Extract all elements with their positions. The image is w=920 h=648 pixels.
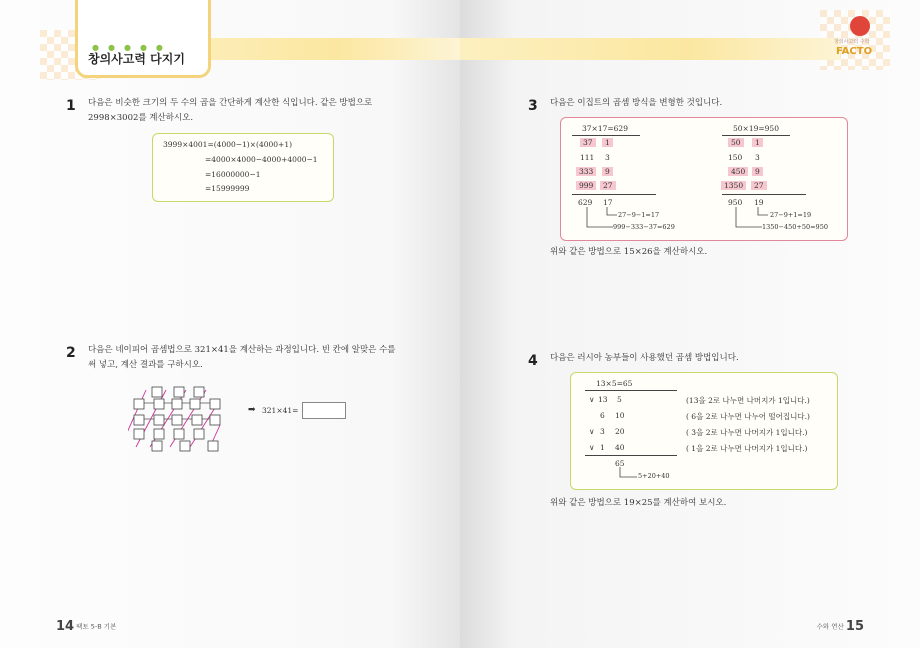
title-dots: ●●●●●	[92, 43, 172, 52]
page-title: 창의사고력 다지기	[88, 52, 185, 66]
cell: 40	[615, 443, 625, 452]
note: 27−9+1=19	[770, 211, 812, 219]
cell: 999	[576, 181, 596, 190]
question-text: 위와 같은 방법으로 19×25를 계산하여 보시오.	[550, 498, 727, 508]
footer-text: 팩토 5-B 기본	[76, 622, 117, 631]
question-text: 다음은 러시아 농부들이 사용했던 곱셈 방법입니다.	[550, 353, 739, 363]
page-number: 14	[56, 619, 75, 634]
result-label: 321×41=	[262, 406, 299, 415]
question-line: 써 넣고, 계산 결과를 구하시오.	[88, 360, 203, 370]
total: 629	[578, 198, 593, 207]
total: 17	[603, 198, 613, 207]
question-text	[88, 96, 372, 126]
cell: 37	[580, 138, 596, 147]
cell: 9	[752, 167, 763, 176]
equation-line: 3999×4001=(4000−1)×(4000+1)	[163, 140, 293, 149]
cell: 1350	[721, 181, 746, 190]
question-line: 2998×3002를 계산하시오.	[88, 113, 194, 123]
question-line: 다음은 비슷한 크기의 두 수의 곱을 간단하게 계산한 식입니다. 같은 방법으로	[88, 98, 373, 108]
cell: 3	[755, 153, 760, 162]
check-mark: ∨	[589, 443, 595, 452]
page-number: 15	[845, 619, 864, 634]
check-mark: ∨	[589, 395, 595, 404]
note: 5+20+40	[638, 472, 670, 480]
table-header: 13×5=65	[596, 379, 633, 388]
footer-left	[56, 619, 116, 634]
bracket-arrow	[734, 205, 772, 231]
explanation: ( 1을 2로 나누면 나머지가 1입니다.)	[686, 444, 808, 453]
check-mark: ∨	[589, 427, 595, 436]
brand-subtitle: 창의사고력 수학	[834, 39, 870, 45]
cell: 5	[617, 395, 622, 404]
question-text: 위와 같은 방법으로 15×26을 계산하시오.	[550, 247, 708, 257]
arrow-icon: ➡	[248, 405, 256, 415]
question-text	[88, 343, 396, 373]
explanation: (13을 2로 나누면 나머지가 1입니다.)	[686, 396, 810, 405]
header-band	[460, 38, 840, 60]
brand-logo: FACTO	[836, 46, 873, 57]
equation-line: =4000×4000−4000+4000−1	[205, 155, 318, 164]
cell: 10	[615, 411, 625, 420]
cell: 3	[600, 427, 605, 436]
cell: 20	[615, 427, 625, 436]
bracket-arrow	[615, 466, 640, 480]
cell: 27	[600, 181, 616, 190]
cell: 1	[602, 138, 613, 147]
question-number: 1	[66, 98, 76, 114]
cell: 6	[600, 411, 605, 420]
cell: 1	[752, 138, 763, 147]
note: 999−333−37=629	[613, 223, 675, 231]
cell: 333	[576, 167, 596, 176]
cell: 1	[600, 443, 605, 452]
footer-text: 수와 연산	[816, 622, 844, 631]
cell: 9	[602, 167, 613, 176]
total: 950	[728, 198, 743, 207]
cell: 111	[580, 153, 595, 162]
cell: 13	[598, 395, 608, 404]
footer-right	[817, 619, 864, 634]
question-number: 3	[528, 98, 538, 114]
equation-line: =16000000−1	[205, 170, 261, 179]
table-header: 37×17=629	[582, 124, 628, 133]
cell: 450	[728, 167, 748, 176]
note: 27−9−1=17	[618, 211, 660, 219]
question-text: 다음은 이집트의 곱셈 방식을 변형한 것입니다.	[550, 98, 723, 108]
cell: 50	[728, 138, 744, 147]
explanation: ( 6을 2로 나누면 나누어 떨어집니다.)	[686, 412, 810, 421]
question-line: 다음은 네이피어 곱셈법으로 321×41을 계산하는 과정입니다. 빈 칸에 알맞은 수를	[88, 345, 396, 355]
equation-line: =15999999	[205, 184, 250, 193]
cell: 150	[728, 153, 743, 162]
explanation: ( 3을 2로 나누면 나머지가 1입니다.)	[686, 428, 808, 437]
total: 19	[754, 198, 764, 207]
cell: 27	[751, 181, 767, 190]
bracket-arrow	[585, 205, 620, 231]
total: 65	[615, 459, 625, 468]
mascot-icon	[850, 16, 870, 36]
napier-grid	[128, 385, 228, 455]
question-number: 4	[528, 353, 538, 369]
cell: 3	[605, 153, 610, 162]
answer-box[interactable]	[302, 402, 346, 419]
note: 1350−450+50=950	[762, 223, 828, 231]
table-header: 50×19=950	[733, 124, 779, 133]
question-number: 2	[66, 345, 76, 361]
